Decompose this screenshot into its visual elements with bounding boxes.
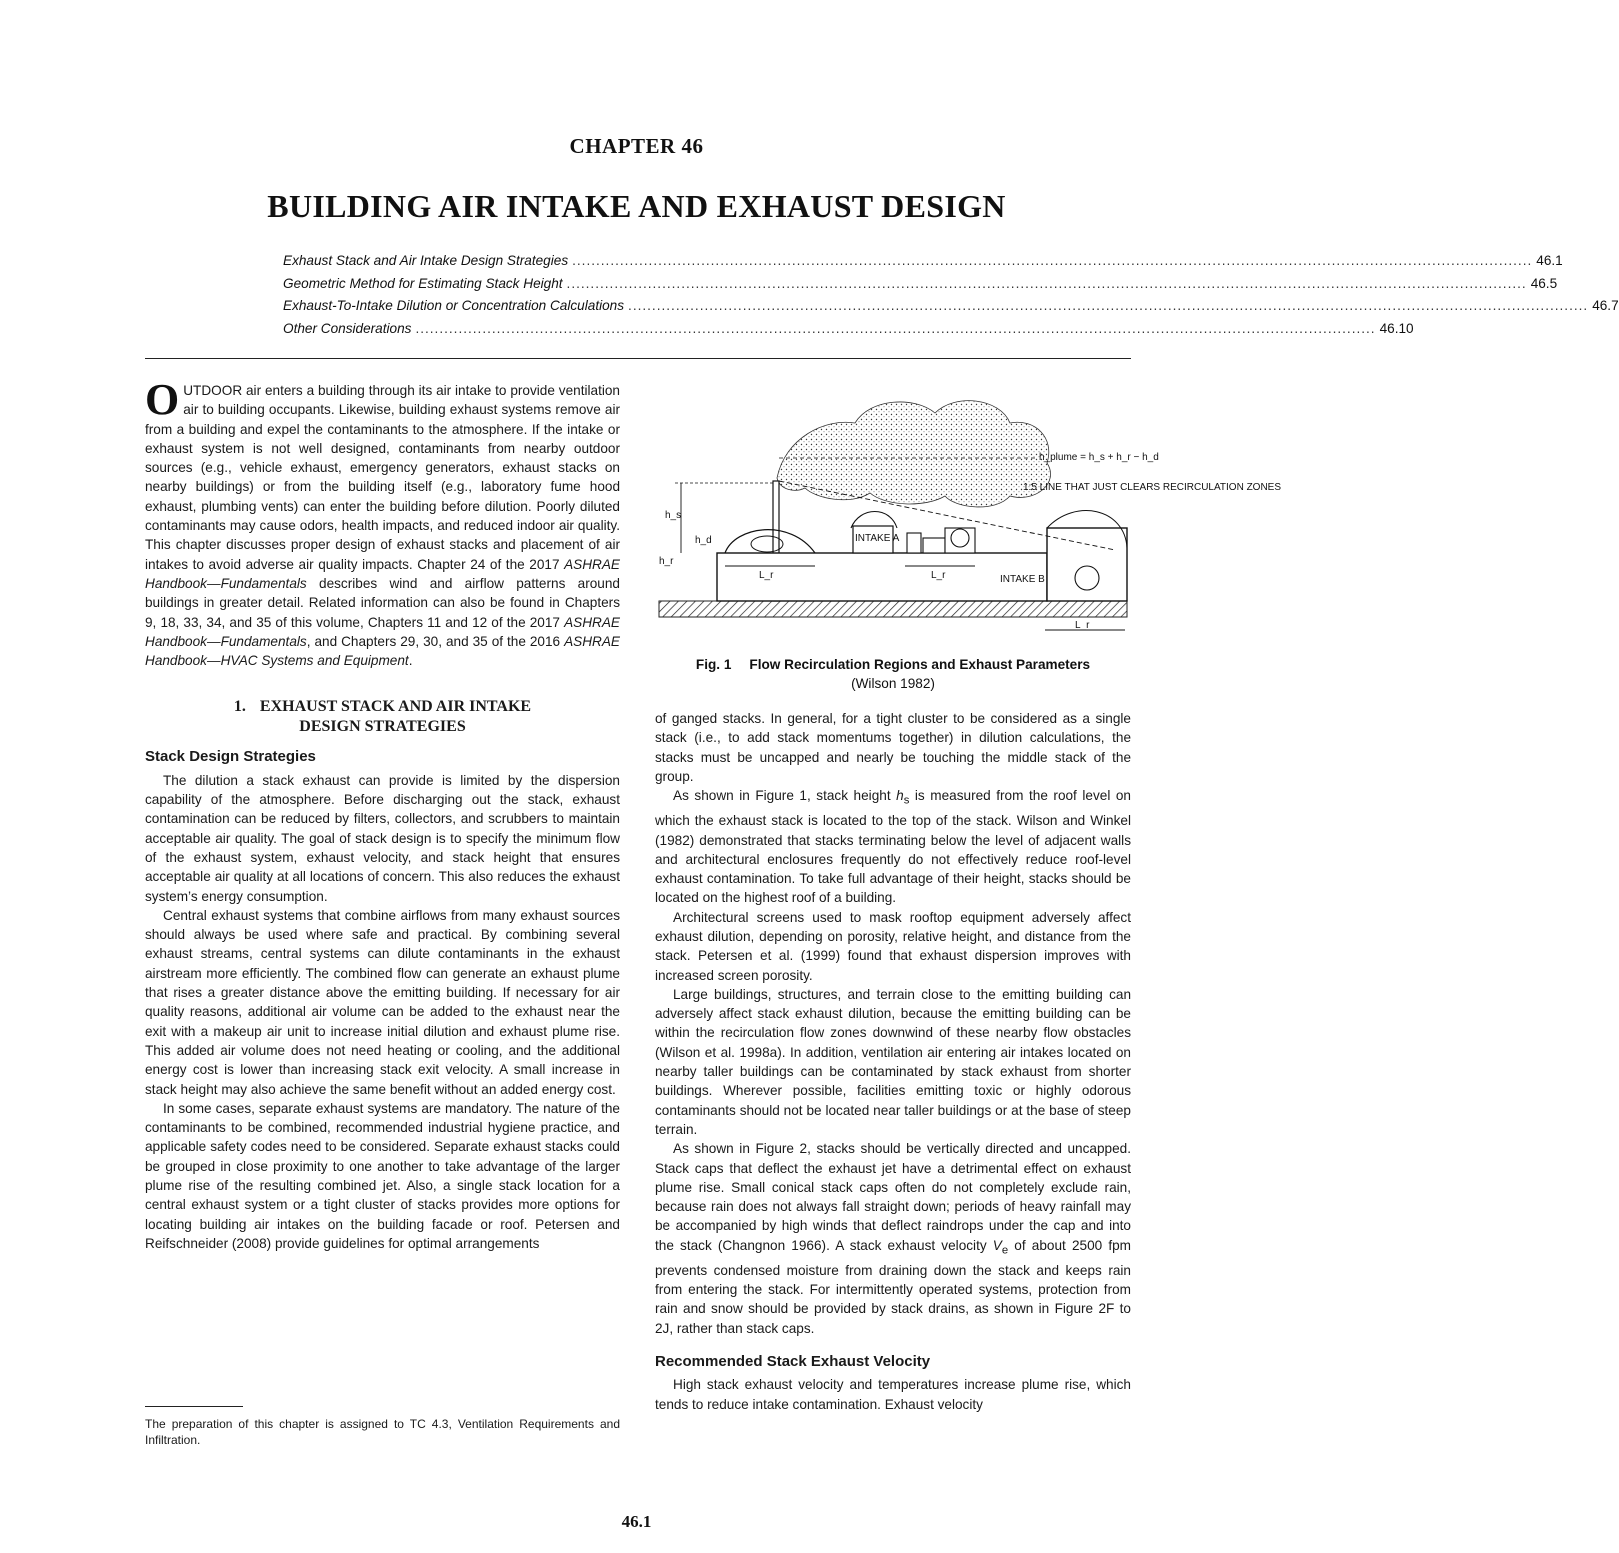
body-paragraph: As shown in Figure 1, stack height $h_s$ is measured from the roof level on which the exhaust stack is located to the top of the stack. Wilson and Winkel (1982) demonstrated that stacks terminating below the level of adjacent walls and architectural enclosures frequently do not effectively reduce roof-level exhaust contamination. To take full advantage of their height, stacks should be located on the highest roof of a building. (655, 788, 1131, 906)
rooftop-unit (907, 533, 921, 553)
variable-subscript: s (903, 794, 910, 807)
reference-title: ASHRAE Handbook—HVAC Systems and Equipment (145, 633, 620, 669)
ground-hatch (659, 601, 1127, 617)
exhaust-plume (777, 401, 1051, 507)
toc-entry[interactable] (283, 295, 1619, 318)
footnote: The preparation of this chapter is assigned to TC 4.3, Ventilation Requirements and Infiltration. (145, 1417, 620, 1447)
left-column (145, 375, 620, 1253)
subsection-heading: Stack Design Strategies (145, 748, 316, 766)
label-h-d: h_d (695, 535, 712, 546)
figure-title: Flow Recirculation Regions and Exhaust Parameters (749, 657, 1091, 672)
variable: h (896, 788, 904, 804)
label-h-s: h_s (665, 510, 682, 521)
reference-title: ASHRAE Handbook—Fundamentals (145, 556, 620, 591)
body-paragraph: In some cases, separate exhaust systems are mandatory. The nature of the contaminants to be combined, recommended industrial hygiene practice, and applicable safety codes need to be considered. Separate exhaust stacks could be grouped in close proximity to one another to take advantage of the larger plume rise of the resulting combined jet. Also, a single stack location for a central exhaust system or a tight cluster of stacks provides more options for locating building air intakes on the building facade or roof. Petersen and Reifschneider (2008) provide guidelines for optimal arrangements (145, 1100, 620, 1251)
label-clearance-line: 1:5 LINE THAT JUST CLEARS RECIRCULATION ZONES (1023, 482, 1282, 493)
toc-entry-name: Exhaust-To-Intake Dilution or Concentration Calculations (283, 298, 625, 313)
variable-subscript: e (1001, 1244, 1009, 1257)
body-paragraph: of ganged stacks. In general, for a tight cluster to be considered as a single stack (i.e., to add stack momentums together) in dilution calculations, the stacks must be uncapped and nearly be touching the middle stack of the group. (655, 711, 1131, 784)
chapter-label: CHAPTER 46 (569, 134, 704, 158)
toc-entry-page: 46.10 (1379, 320, 1414, 336)
label-l-r: L_r (931, 570, 946, 581)
subsection-heading: Recommended Stack Exhaust Velocity (655, 1352, 931, 1370)
section-number: 1. (233, 698, 246, 716)
toc-entry-name: Geometric Method for Estimating Stack Height (283, 275, 563, 291)
body-paragraph: Architectural screens used to mask rooftop equipment adversely affect exhaust dilution, depending on porosity, relative height, and distance from the stack. Petersen et al. (1999) found that exhaust dispersion improves with increased screen porosity. (655, 909, 1131, 983)
footnote-divider (145, 1406, 243, 1407)
label-intake-b: INTAKE B (1000, 574, 1045, 585)
toc-entry-name: Other Considerations (283, 320, 412, 336)
reference-title: ASHRAE Handbook—Fundamentals (145, 614, 620, 649)
toc-entry-page: 46.1 (1536, 253, 1563, 268)
toc-entry[interactable] (283, 318, 1414, 341)
label-l-r: L_r (759, 570, 774, 581)
body-paragraph: The dilution a stack exhaust can provide is limited by the dispersion capability of the atmosphere. Before discharging out the stack, exhaust contamination can be reduced by filters, collectors, and scrubbers to maintain acceptable air quality. The goal of stack design is to specify the minimum flow of the exhaust system, exhaust velocity, and stack height that ensures acceptable air quality at all locations of concern. This also reduces the exhaust system’s energy consumption. (145, 772, 620, 904)
header-divider (145, 358, 1131, 359)
label-h-plume: h_plume = h_s + h_r − h_d (1039, 452, 1159, 463)
figure-number: Fig. 1 (695, 657, 732, 672)
intro-lead: UTDOOR (183, 383, 243, 398)
intro-paragraph: OUTDOOR air enters a building through its air intake to provide ventilation air to building occupants. Likewise, building exhaust systems remove air from a building and expel the contaminants to the atmosphere. If the intake or exhaust system is not well designed, contaminants from nearby outdoor sources (e.g., vehicle exhaust, emergency generators, exhaust stacks on nearby buildings) or from the building itself (e.g., laboratory fume hood exhaust, plumbing vents) can enter the building before dilution. Poorly diluted contaminants may cause odors, health impacts, and reduced indoor air quality. This chapter discusses proper design of exhaust stacks and placement of air intakes to avoid adverse air quality impacts. Chapter 24 of the 2017 ASHRAE Handbook—Fundamentals describes wind and airflow patterns around buildings in greater detail. Related information can also be found in Chapters 9, 18, 33, 34, and 35 of this volume, Chapters 11 and 12 of the 2017 ASHRAE Handbook—Fundamentals, and Chapters 29, 30, and 35 of the 2016 ASHRAE Handbook—HVAC Systems and Equipment. (145, 375, 620, 669)
variable: V (992, 1237, 1002, 1253)
figure-flow-recirculation (655, 378, 1282, 638)
label-l-r: L_r (1075, 620, 1090, 631)
page-number: 46.1 (621, 1512, 652, 1531)
right-column (655, 709, 1131, 1414)
body-paragraph: Central exhaust systems that combine airflows from many exhaust sources should always be used where safe and practical. By combining several exhaust streams, central systems can dilute contaminants in the exhaust airstream more efficiently. The combined flow can generate an exhaust plume that rises a greater distance above the emitting building. If necessary for air quality reasons, additional air volume can be added to the exhaust near the exit with a makeup air unit to increase initial dilution and exhaust plume rise. This added air volume does not need heating or cooling, and the additional energy cost is lower than increasing stack exit velocity. A small increase in stack height may also achieve the same benefit without an added energy cost. (145, 907, 620, 1097)
label-h-r: h_r (659, 556, 674, 567)
section-heading: 1. EXHAUST STACK AND AIR INTAKE DESIGN STRATEGIES (233, 698, 532, 736)
chapter-title: BUILDING AIR INTAKE AND EXHAUST DESIGN (267, 188, 1006, 224)
toc-entry-name: Exhaust Stack and Air Intake Design Strategies (283, 253, 569, 268)
toc-leader-dots (415, 318, 1375, 341)
drop-cap: O (145, 375, 180, 424)
toc-entry-page: 46.5 (1530, 275, 1558, 291)
label-intake-a: INTAKE A (855, 533, 900, 544)
toc-leader-dots (567, 273, 1527, 296)
recirculation-zone (725, 530, 815, 553)
body-paragraph: As shown in Figure 2, stacks should be vertically directed and uncapped. Stack caps that deflect the exhaust jet have a detrimental effect on exhaust plume rise. Small conical stack caps often do not completely exclude rain, because rain does not always fall straight down; periods of heavy rainfall may be accompanied by high winds that deflect raindrops under the cap and into the stack (Changnon 1966). A stack exhaust velocity $V_e$ of about 2500 fpm prevents condensed moisture from draining down the stack and keeps rain from entering the stack. For intermittently operated systems, protection from rain and snow should be provided by stack drains, as shown in Figure 2F to 2J, rather than stack caps. (655, 1141, 1131, 1336)
table-of-contents (283, 250, 1619, 340)
toc-entry[interactable] (283, 250, 1563, 273)
rooftop-unit (945, 528, 975, 553)
rooftop-unit (923, 538, 945, 553)
toc-entry[interactable] (283, 273, 1558, 296)
toc-entry-page: 46.7 (1592, 298, 1619, 313)
body-paragraph: High stack exhaust velocity and temperatures increase plume rise, which tends to reduce intake contamination. Exhaust velocity (655, 1377, 1131, 1412)
toc-leader-dots (572, 250, 1532, 273)
body-paragraph: Large buildings, structures, and terrain close to the emitting building can adversely affect stack exhaust dilution, because the emitting building can be within the recirculation flow zones downwind of these nearby flow obstacles (Wilson et al. 1998a). In addition, ventilation air entering air intakes located on nearby taller buildings can be contaminated by stack exhaust from shorter buildings. Wherever possible, facilities emitting toxic or highly odorous contaminants should not be located near taller buildings or at the base of steep terrain. (655, 986, 1131, 1137)
figure-caption (655, 655, 1131, 693)
toc-leader-dots (628, 295, 1588, 318)
figure-source: (Wilson 1982) (851, 676, 935, 691)
